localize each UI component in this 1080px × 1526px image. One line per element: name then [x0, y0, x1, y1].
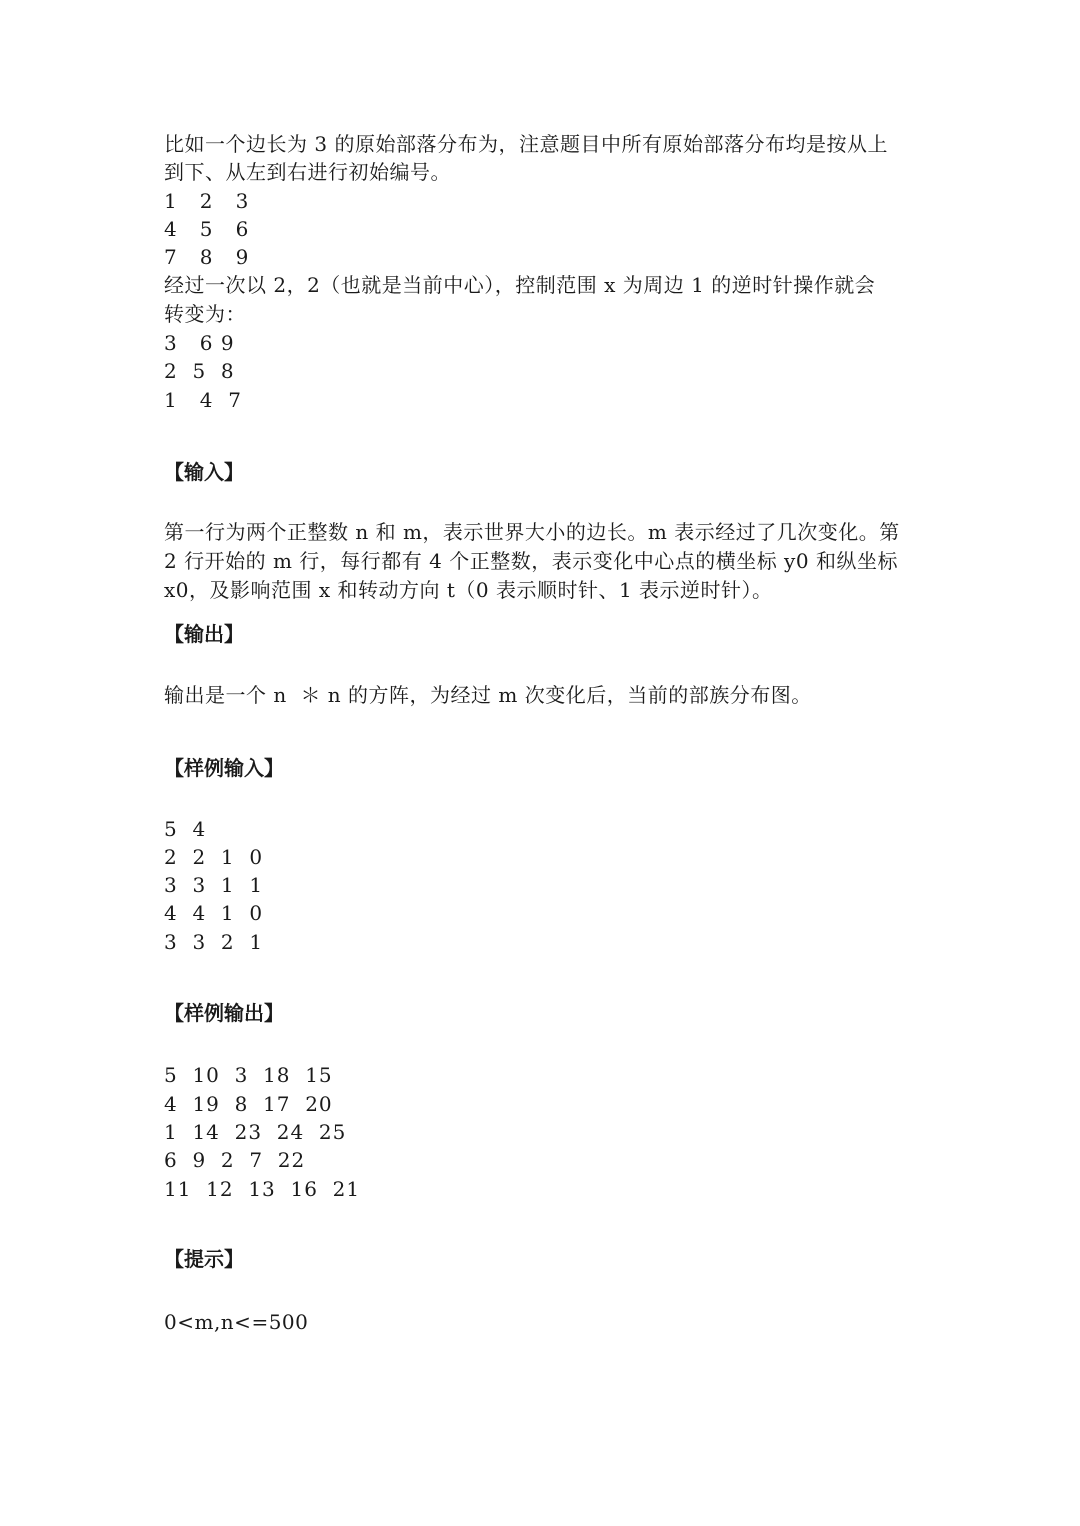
sample-output-line: 11 12 13 16 21	[164, 1177, 361, 1201]
input-text-line-3: x0，及影响范围 x 和转动方向 t（0 表示顺时针、1 表示逆时针）。	[164, 578, 773, 602]
output-text-line-1: 输出是一个 n ＊ n 的方阵，为经过 m 次变化后，当前的部族分布图。	[164, 683, 812, 707]
sample-output-heading: 【样例输出】	[164, 1001, 284, 1025]
sample-output-line: 1 14 23 24 25	[164, 1120, 347, 1144]
sample-output-line: 4 19 8 17 20	[164, 1092, 333, 1116]
hint-text-line-1: 0<m,n<=500	[164, 1310, 309, 1334]
sample-input-line: 3 3 1 1	[164, 873, 264, 897]
sample-input-line: 5 4	[164, 817, 207, 841]
grid-after-row: 3 6 9	[164, 331, 235, 355]
sample-output-line: 6 9 2 7 22	[164, 1148, 306, 1172]
grid-after-row: 1 4 7	[164, 388, 242, 412]
grid-before-row: 1 2 3	[164, 189, 250, 213]
sample-input-heading: 【样例输入】	[164, 756, 284, 780]
output-heading: 【输出】	[164, 622, 244, 646]
grid-before-row: 7 8 9	[164, 245, 250, 269]
intro-text-line-2: 到下、从左到右进行初始编号。	[164, 160, 451, 184]
operation-text-line-1: 经过一次以 2，2（也就是当前中心），控制范围 x 为周边 1 的逆时针操作就会	[164, 273, 876, 297]
sample-input-line: 3 3 2 1	[164, 930, 264, 954]
sample-output-line: 5 10 3 18 15	[164, 1063, 333, 1087]
grid-before-row: 4 5 6	[164, 217, 250, 241]
intro-text-line-1: 比如一个边长为 3 的原始部落分布为，注意题目中所有原始部落分布均是按从上	[164, 132, 888, 156]
hint-heading: 【提示】	[164, 1247, 244, 1271]
input-text-line-2: 2 行开始的 m 行，每行都有 4 个正整数，表示变化中心点的横坐标 y0 和纵坐标	[164, 549, 898, 573]
input-heading: 【输入】	[164, 460, 244, 484]
sample-input-line: 2 2 1 0	[164, 845, 264, 869]
operation-text-line-2: 转变为：	[164, 302, 246, 326]
grid-after-row: 2 5 8	[164, 359, 235, 383]
sample-input-line: 4 4 1 0	[164, 901, 264, 925]
input-text-line-1: 第一行为两个正整数 n 和 m，表示世界大小的边长。m 表示经过了几次变化。第	[164, 520, 900, 544]
